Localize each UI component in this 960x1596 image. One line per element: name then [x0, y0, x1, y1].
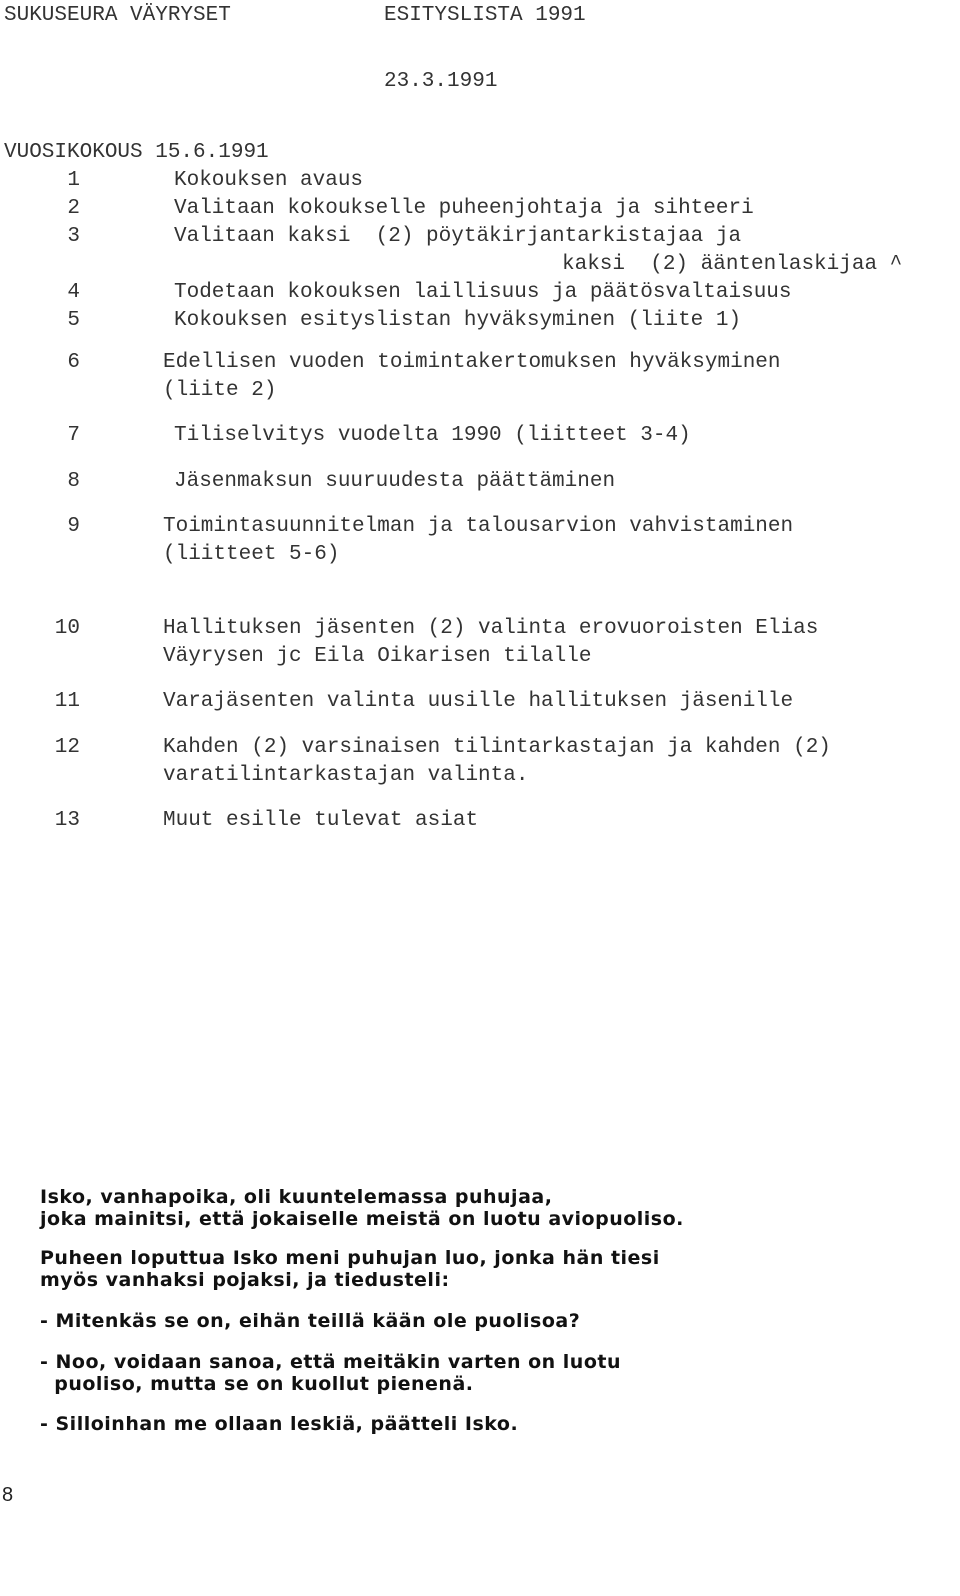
agenda-text: Valitaan kaksi (2) pöytäkirjantarkistajaa ja: [174, 225, 742, 248]
anecdote-line: - Mitenkäs se on, eihän teillä kään ole puolisoa?: [40, 1310, 581, 1332]
agenda-text: Jäsenmaksun suuruudesta päättäminen: [174, 470, 616, 493]
agenda-text: Edellisen vuoden toimintakertomuksen hyväksyminen: [163, 351, 781, 374]
meeting-title: VUOSIKOKOUS 15.6.1991: [4, 141, 269, 164]
agenda-text-continued: Väyrysen jc Eila Oikarisen tilalle: [163, 645, 592, 668]
page-number: 8: [2, 1484, 14, 1506]
agenda-text: Tiliselvitys vuodelta 1990 (liitteet 3-4): [174, 424, 691, 447]
agenda-number: 10: [54, 617, 80, 640]
agenda-number: 6: [67, 351, 80, 374]
agenda-text-continued: varatilintarkastajan valinta.: [163, 764, 529, 787]
agenda-text: Kahden (2) varsinaisen tilintarkastajan ja kahden (2): [163, 736, 831, 759]
agenda-text-continued: kaksi (2) ääntenlaskijaa ^: [562, 253, 903, 276]
agenda-number: 7: [67, 424, 80, 447]
agenda-text-continued: (liitteet 5-6): [163, 543, 340, 566]
agenda-number: 13: [54, 809, 80, 832]
anecdote-line: - Noo, voidaan sanoa, että meitäkin varten on luotu: [40, 1351, 621, 1373]
document-date: 23.3.1991: [384, 70, 498, 93]
agenda-number: 11: [54, 690, 80, 713]
agenda-text: Muut esille tulevat asiat: [163, 809, 479, 832]
agenda-text: Toimintasuunnitelman ja talousarvion vahvistaminen: [163, 515, 794, 538]
agenda-number: 12: [54, 736, 80, 759]
anecdote-line: - Silloinhan me ollaan leskiä, päätteli Isko.: [40, 1413, 519, 1435]
agenda-item: [0, 112, 960, 224]
anecdote-line: myös vanhaksi pojaksi, ja tiedusteli:: [40, 1269, 450, 1291]
anecdote-line: Isko, vanhapoika, oli kuuntelemassa puhujaa,: [40, 1186, 553, 1208]
anecdote-line: Puheen loputtua Isko meni puhujan luo, jonka hän tiesi: [40, 1247, 660, 1269]
agenda-text-continued: (liite 2): [163, 379, 277, 402]
anecdote-line: puoliso, mutta se on kuollut pienenä.: [40, 1373, 474, 1395]
agenda-text: Hallituksen jäsenten (2) valinta erovuoroisten Elias: [163, 617, 819, 640]
agenda-number: 2: [67, 197, 80, 220]
agenda-text: Kokouksen avaus: [174, 169, 364, 192]
organization-name: SUKUSEURA VÄYRYSET: [4, 4, 231, 27]
agenda-number: 1: [67, 169, 80, 192]
agenda-number: 4: [67, 281, 80, 304]
agenda-number: 3: [67, 225, 80, 248]
document-title: ESITYSLISTA 1991: [384, 4, 586, 27]
agenda-number: 9: [67, 515, 80, 538]
agenda-text: Valitaan kokoukselle puheenjohtaja ja sihteeri: [174, 197, 754, 220]
agenda-number: 8: [67, 470, 80, 493]
agenda-number: 5: [67, 309, 80, 332]
agenda-text: Kokouksen esityslistan hyväksyminen (liite 1): [174, 309, 742, 332]
agenda-text: Varajäsenten valinta uusille hallituksen jäsenille: [163, 690, 794, 713]
anecdote-line: joka mainitsi, että jokaiselle meistä on luotu aviopuoliso.: [40, 1208, 684, 1230]
agenda-text: Todetaan kokouksen laillisuus ja päätösvaltaisuus: [174, 281, 792, 304]
